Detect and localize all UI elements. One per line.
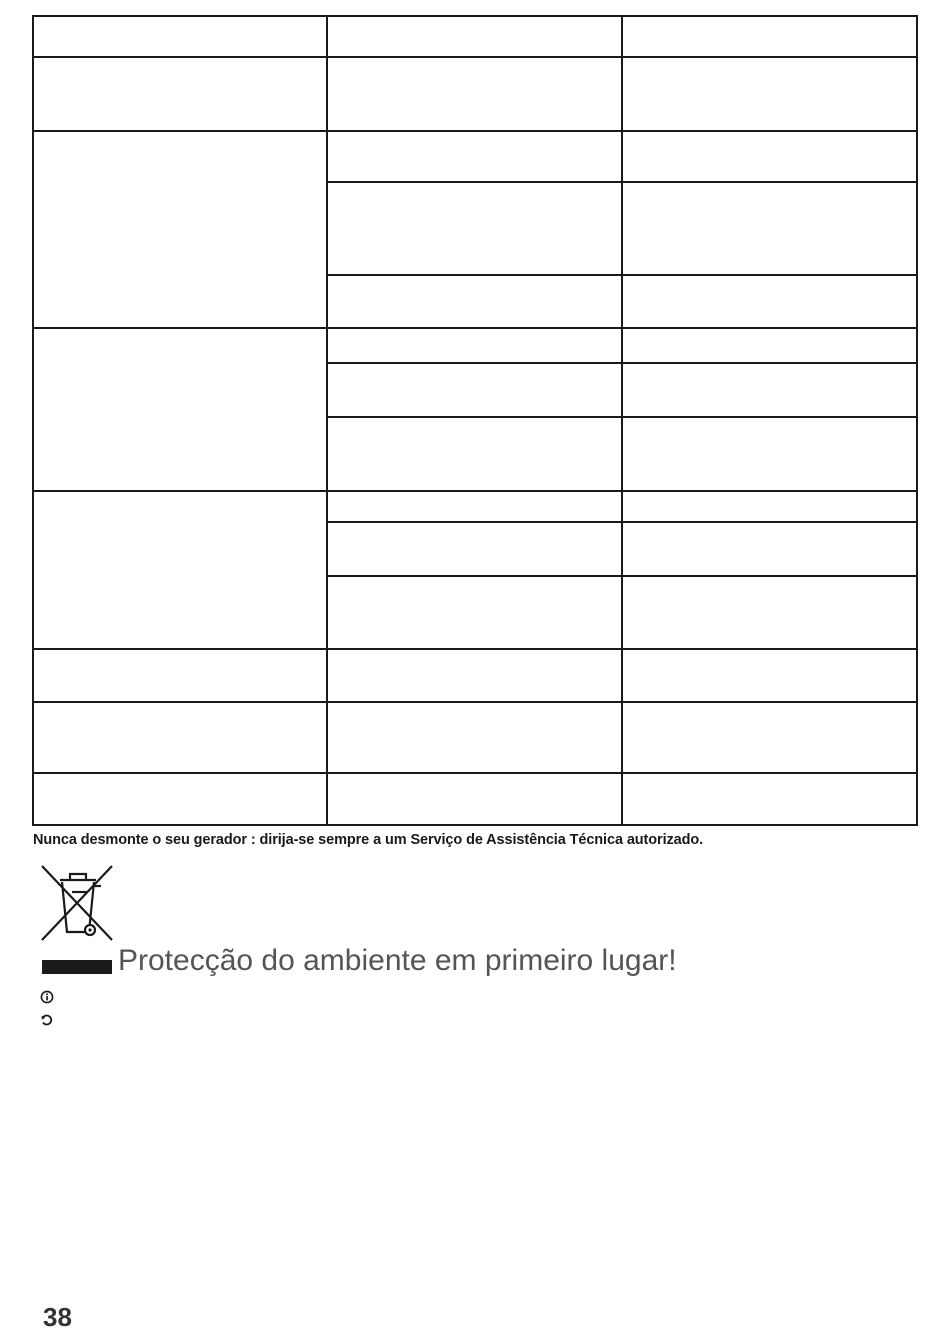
section-heading: Protecção do ambiente em primeiro lugar!: [118, 944, 677, 977]
arrow-icon: [40, 1013, 54, 1027]
table-border: [33, 16, 917, 825]
heading-bar: [42, 960, 112, 974]
page-number: 38: [43, 1302, 72, 1332]
crossed-out-wheelie-bin-icon: [40, 864, 114, 942]
safety-note: Nunca desmonte o seu gerador : dirija-se sempre a um Serviço de Assistência Técnica autorizado.: [33, 832, 704, 848]
info-icon: [40, 990, 54, 1004]
